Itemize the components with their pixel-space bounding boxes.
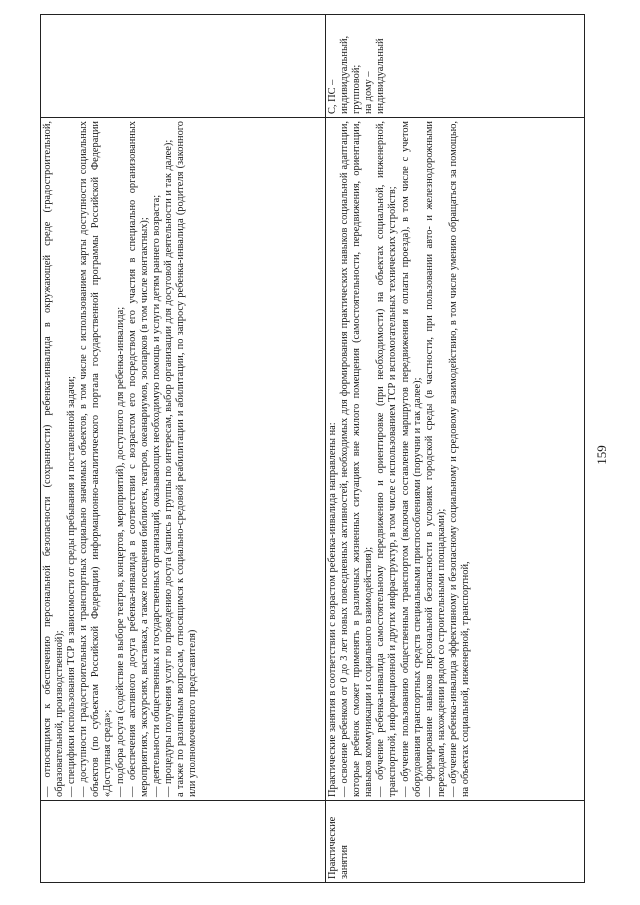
list-item: — освоение ребенком от 0 до 3 лет новых повседневных активностей, необходимых для формирования практических навыков социальной адаптации, которые ребенок сможет применять в различных жизненных ситуациях вне жилого помещения (самостоятельности, передвижения, ориентации, навыков коммуникации и социального взаимодействия);	[339, 121, 375, 797]
list-item: — обучение ребенка-инвалида самостоятельному передвижению и ориентировке (при необходимости) на объектах социальной, инженерной, транспортной, информационной и других инфраструктур, в том числе с использованием ТСР и вспомогательных технических устройств;	[375, 121, 399, 797]
list-item: — относящимся к обеспечению персональной безопасности (сохранности) ребенка-инвалида в окружающей среде (градостроительной, образовательной, производственной);	[42, 121, 66, 797]
table-row	[326, 15, 585, 883]
row-form-cell	[326, 15, 585, 118]
form-line: групповой;	[351, 64, 363, 114]
list-item: — формирование навыков персональной безопасности в условиях городской среды (в частности, при пользовании авто- и железнодорожными переходами, нахождении рядом со строительными площадками);	[423, 121, 447, 797]
list-item: — обучение пользованию общественным транспортом (включая составление маршрутов передвижения и оплаты проезда), в том числе с учетом оборудования транспортных средств специальными приспособлениями (поручни и так далее);	[399, 121, 423, 797]
list-item: — специфики использования ТСР в зависимости от среды пребывания и поставленной задачи;	[66, 376, 78, 797]
list-item: — обеспечения активного досуга ребенка-инвалида в соответствии с возрастом его посредством его участия в специально организованных мероприятиях, экскурсиях, выставках, а также посещения библиотек, театров, океанариумов, зоопарков (в том числе контактных);	[126, 121, 150, 797]
rehabilitation-table	[40, 14, 585, 883]
list-item: — процедуры получения услуг по проведению досуга (запись в группы по интересам, выбор организации для досуговой деятельности и так далее);	[162, 139, 174, 797]
row-content-cell	[326, 118, 585, 801]
form-line: индивидуальный,	[339, 35, 351, 114]
page-number: 159	[594, 445, 609, 465]
row-label-cell	[41, 801, 326, 883]
list-item: — обучение ребенка-инвалида эффективному и безопасному социальному и средовому взаимодействию, в том числе умению обращаться за помощью, на объектах социальной, инженерной, транспортной,	[447, 121, 472, 797]
form-line: С, ПС –	[327, 79, 338, 114]
list-item: а также по различным вопросам, относящимся к социально-средовой реабилитации и абилитации, по запросу ребенка-инвалида (родителя (законного или уполномоченного представителя)	[175, 121, 199, 797]
form-line: индивидуальный	[375, 38, 387, 114]
row-content-cell	[41, 118, 326, 801]
row-label-cell: Практические занятия	[326, 801, 585, 883]
list-item: Практические занятия в соответствии с возрастом ребенка-инвалида направлены на:	[327, 422, 338, 797]
table-row	[41, 15, 326, 883]
list-item: — деятельности общественных и государственных организаций, оказывающих необходимую помощь и услуги детям раннего возраста;	[150, 194, 162, 797]
list-item: — доступности градостроительных и транспортных социально значимых объектов, в том числе с использованием карты доступности социальных объектов (по субъектам Российской Федерации) информационно-аналитического портала государственной программы Российской Федерации «Доступная среда»;	[78, 121, 114, 797]
row-form-cell	[41, 15, 326, 118]
form-line: на дому –	[363, 71, 375, 114]
list-item: — подбора досуга (содействие в выборе театров, концертов, мероприятий), доступного для ребенка-инвалида;	[114, 306, 126, 797]
